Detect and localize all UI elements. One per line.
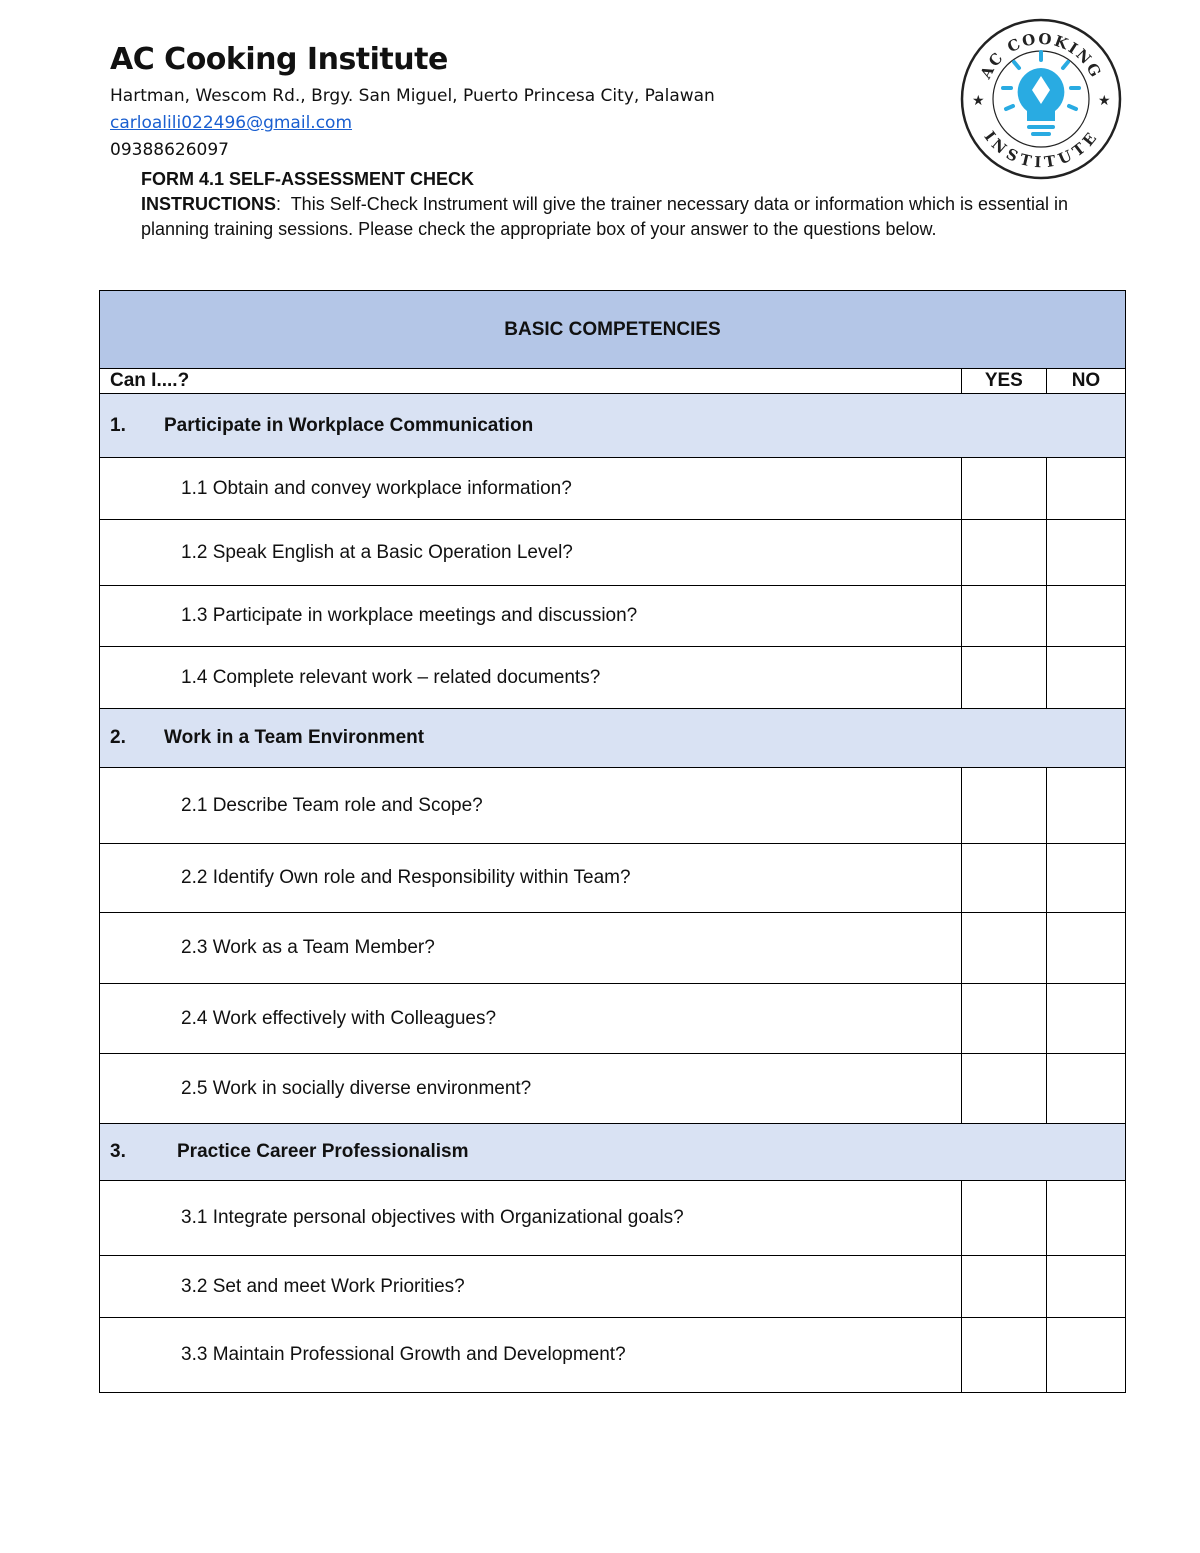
question-item: 3.1 Integrate personal objectives with Organizational goals? xyxy=(100,1181,962,1256)
instructions: INSTRUCTIONS: This Self-Check Instrument will give the trainer necessary data or information which is essential in planning training sessions. Please check the appropriate box of your answer to the questions below. xyxy=(141,194,1069,239)
self-assessment-table xyxy=(99,290,1126,1393)
form-title: FORM 4.1 SELF-ASSESSMENT CHECK xyxy=(141,169,475,189)
org-name: AC Cooking Institute xyxy=(110,42,448,77)
no-checkbox[interactable] xyxy=(1046,913,1125,984)
yes-checkbox[interactable] xyxy=(961,844,1046,913)
instructions-label: INSTRUCTIONS xyxy=(141,194,276,214)
section-header xyxy=(100,394,1126,458)
lightbulb-pen-icon xyxy=(1003,52,1079,134)
section-number: 2. xyxy=(110,727,126,748)
no-checkbox[interactable] xyxy=(1046,1181,1125,1256)
question-item: 2.2 Identify Own role and Responsibility within Team? xyxy=(100,844,962,913)
yes-checkbox[interactable] xyxy=(961,458,1046,520)
question-item: 2.5 Work in socially diverse environment? xyxy=(100,1054,962,1124)
section-title: Work in a Team Environment xyxy=(164,727,425,748)
logo-top-text: AC COOKING xyxy=(976,29,1106,82)
org-phone: 09388626097 xyxy=(110,140,229,160)
section-header xyxy=(100,1124,1126,1181)
question-item: 1.3 Participate in workplace meetings and discussion? xyxy=(100,586,962,647)
question-column-header: Can I....? xyxy=(100,369,962,394)
yes-checkbox[interactable] xyxy=(961,647,1046,709)
logo-bottom-text: INSTITUTE xyxy=(980,127,1102,172)
no-checkbox[interactable] xyxy=(1046,1318,1125,1393)
question-item: 3.3 Maintain Professional Growth and Development? xyxy=(100,1318,962,1393)
no-checkbox[interactable] xyxy=(1046,984,1125,1054)
yes-checkbox[interactable] xyxy=(961,586,1046,647)
yes-checkbox[interactable] xyxy=(961,1054,1046,1124)
no-checkbox[interactable] xyxy=(1046,768,1125,844)
yes-checkbox[interactable] xyxy=(961,768,1046,844)
no-checkbox[interactable] xyxy=(1046,520,1125,586)
ac-cooking-institute-logo xyxy=(958,16,1124,182)
yes-checkbox[interactable] xyxy=(961,520,1046,586)
yes-column-header: YES xyxy=(961,369,1046,394)
yes-checkbox[interactable] xyxy=(961,1318,1046,1393)
logo-star-left: ★ xyxy=(972,92,985,108)
question-item: 2.4 Work effectively with Colleagues? xyxy=(100,984,962,1054)
question-item: 1.1 Obtain and convey workplace information? xyxy=(100,458,962,520)
no-checkbox[interactable] xyxy=(1046,1256,1125,1318)
question-item: 1.2 Speak English at a Basic Operation Level? xyxy=(100,520,962,586)
no-checkbox[interactable] xyxy=(1046,458,1125,520)
yes-checkbox[interactable] xyxy=(961,1256,1046,1318)
no-column-header: NO xyxy=(1046,369,1125,394)
question-item: 2.3 Work as a Team Member? xyxy=(100,913,962,984)
section-title: Practice Career Professionalism xyxy=(177,1141,469,1162)
question-item: 3.2 Set and meet Work Priorities? xyxy=(100,1256,962,1318)
yes-checkbox[interactable] xyxy=(961,1181,1046,1256)
no-checkbox[interactable] xyxy=(1046,1054,1125,1124)
section-header xyxy=(100,709,1126,768)
yes-checkbox[interactable] xyxy=(961,984,1046,1054)
instructions-text: This Self-Check Instrument will give the trainer necessary data or information which is essential in planning training sessions. Please check the appropriate box of your answer to the questions below. xyxy=(141,194,1069,239)
logo-star-right: ★ xyxy=(1098,92,1111,108)
section-number: 1. xyxy=(110,414,126,436)
yes-checkbox[interactable] xyxy=(961,913,1046,984)
section-number: 3. xyxy=(110,1141,126,1162)
table-header: BASIC COMPETENCIES xyxy=(100,291,1126,369)
no-checkbox[interactable] xyxy=(1046,844,1125,913)
no-checkbox[interactable] xyxy=(1046,586,1125,647)
org-email-link[interactable]: carloalili022496@gmail.com xyxy=(110,113,353,133)
question-item: 1.4 Complete relevant work – related documents? xyxy=(100,647,962,709)
section-title: Participate in Workplace Communication xyxy=(164,414,534,436)
no-checkbox[interactable] xyxy=(1046,647,1125,709)
org-address: Hartman, Wescom Rd., Brgy. San Miguel, Puerto Princesa City, Palawan xyxy=(110,86,715,106)
question-item: 2.1 Describe Team role and Scope? xyxy=(100,768,962,844)
